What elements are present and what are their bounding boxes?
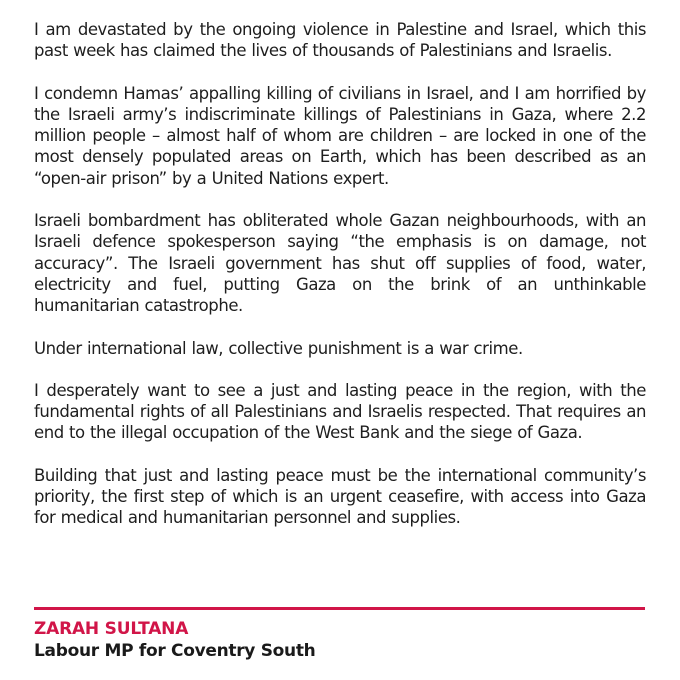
statement-paragraph-4: Under international law, collective punishment is a war crime. (34, 338, 523, 358)
statement-paragraph-3: Israeli bombardment has obliterated whole Gazan neighbourhoods, with an Israeli defence spokesperson saying “the emphasis is on damage, not accuracy”. The Israeli government has shut off supplies of food, water, electricity and fuel, putting Gaza on the brink of an unthinkable humanitarian catastrophe. (34, 211, 646, 316)
signature-block (34, 618, 315, 662)
statement-paragraph-6: Building that just and lasting peace must be the international community’s priority, the first step of which is an urgent ceasefire, with access into Gaza for medical and humanitarian personnel and supplies. (34, 465, 646, 528)
signatory-title: Labour MP for Coventry South (34, 641, 316, 661)
statement-body (34, 19, 646, 529)
signature-divider (34, 607, 645, 610)
statement-paragraph-1: I am devastated by the ongoing violence in Palestine and Israel, which this past week has claimed the lives of thousands of Palestinians and Israelis. (34, 20, 646, 61)
signatory-name: ZARAH SULTANA (34, 619, 189, 639)
statement-paragraph-5: I desperately want to see a just and lasting peace in the region, with the fundamental rights of all Palestinians and Israelis respected. That requires an end to the illegal occupation of the West Bank and the siege of Gaza. (34, 380, 646, 443)
statement-paragraph-2: I condemn Hamas’ appalling killing of civilians in Israel, and I am horrified by the Israeli army’s indiscriminate killings of Palestinians in Gaza, where 2.2 million people – almost half of whom are children – are locked in one of the most densely populated areas on Earth, which has been described as an “open-air prison” by a United Nations expert. (34, 83, 646, 188)
